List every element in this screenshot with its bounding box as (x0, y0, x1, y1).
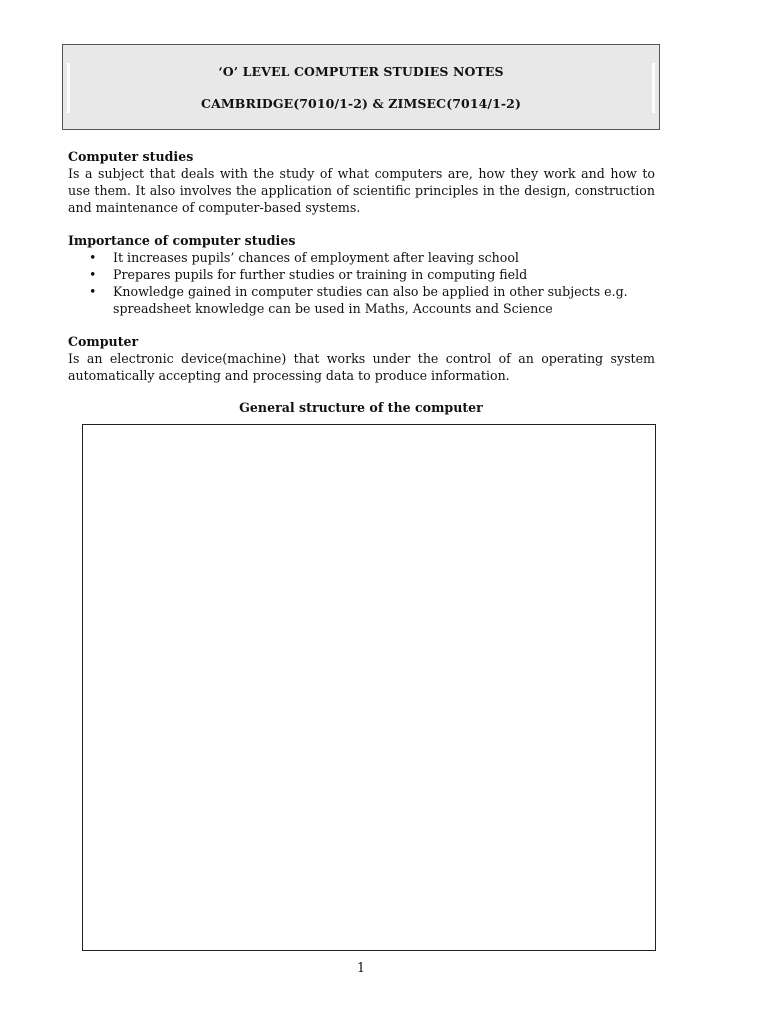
computer-studies-definition: Is a subject that deals with the study of what computers are, how they work and how to use them. It also involves the application of scientific principles in the design, construction and maintenance of computer-based systems. (68, 166, 655, 215)
computer-section (68, 333, 655, 384)
list-item-text: Knowledge gained in computer studies can also be applied in other subjects e.g. spreadsheet knowledge can be used in Maths, Accounts and Science (113, 284, 628, 316)
list-item (68, 249, 655, 266)
exam-codes-subtitle: CAMBRIDGE(7010/1-2) & ZIMSEC(7014/1-2) (201, 96, 521, 111)
page-number: 1 (356, 960, 365, 975)
computer-studies-section (68, 148, 655, 216)
computer-definition: Is an electronic device(machine) that works under the control of an operating system automatically accepting and processing data to produce information. (68, 351, 655, 383)
title-box (62, 44, 660, 130)
list-item (68, 266, 655, 283)
list-item-text: It increases pupils’ chances of employment after leaving school (113, 250, 519, 265)
bullet-icon: • (89, 250, 97, 265)
list-item (68, 283, 655, 317)
importance-heading: Importance of computer studies (68, 233, 296, 248)
computer-heading: Computer (68, 334, 139, 349)
diagram-title: General structure of the computer (239, 400, 483, 415)
list-item-text: Prepares pupils for further studies or training in computing field (113, 267, 528, 282)
importance-list (68, 249, 655, 317)
diagram-frame (82, 424, 656, 951)
computer-studies-heading: Computer studies (68, 149, 194, 164)
importance-section (68, 232, 655, 317)
document-title: ‘O’ LEVEL COMPUTER STUDIES NOTES (218, 64, 504, 79)
bullet-icon: • (89, 267, 97, 282)
bullet-icon: • (89, 284, 97, 299)
document-body (68, 148, 655, 400)
